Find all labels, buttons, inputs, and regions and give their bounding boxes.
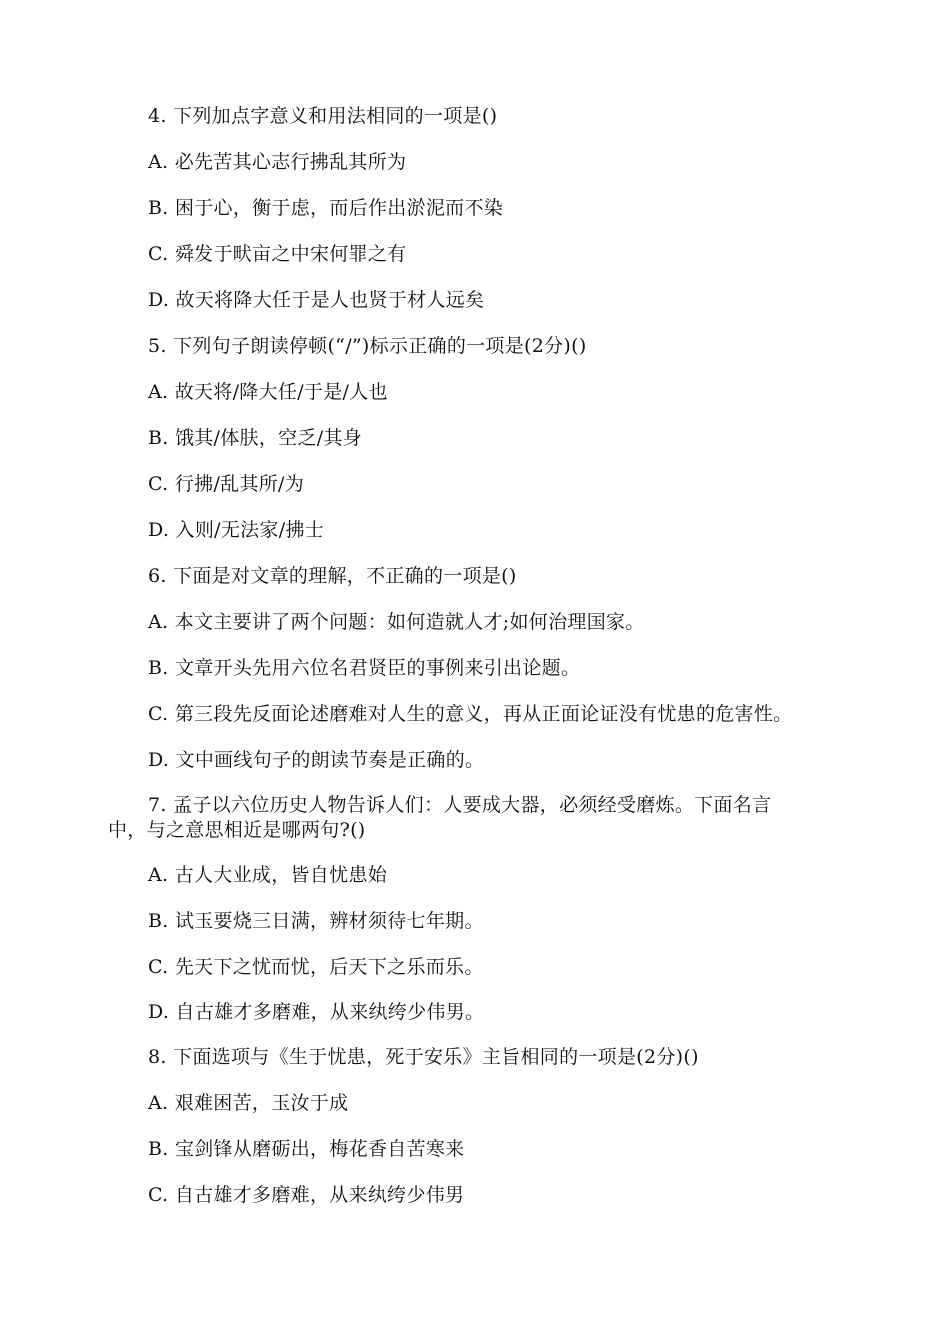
q6-option-d: D. 文中画线句子的朗读节奏是正确的。 <box>148 749 485 771</box>
q5-option-b: B. 饿其/体肤，空乏/其身 <box>148 427 363 449</box>
q7-option-c: C. 先天下之忧而忧，后天下之乐而乐。 <box>148 956 484 978</box>
q6-option-a: A. 本文主要讲了两个问题：如何造就人才;如何治理国家。 <box>148 611 645 633</box>
q5-option-d: D. 入则/无法家/拂士 <box>148 519 325 541</box>
q7-option-a: A. 古人大业成，皆自忧患始 <box>148 864 388 886</box>
q6-stem: 6. 下面是对文章的理解，不正确的一项是() <box>148 565 517 587</box>
q4-option-d: D. 故天将降大任于是人也贤于材人远矣 <box>148 289 485 311</box>
q4-option-b: B. 困于心，衡于虑，而后作出淤泥而不染 <box>148 197 504 219</box>
q5-stem: 5. 下列句子朗读停顿(“/”)标示正确的一项是(2分)() <box>148 335 587 357</box>
q7-stem-line2: 中，与之意思相近是哪两句?() <box>108 819 366 841</box>
q7-option-b: B. 试玉要烧三日满，辨材须待七年期。 <box>148 910 484 932</box>
q4-option-c: C. 舜发于畎亩之中宋何罪之有 <box>148 243 407 265</box>
q4-stem: 4. 下列加点字意义和用法相同的一项是() <box>148 105 498 127</box>
q4-option-a: A. 必先苦其心志行拂乱其所为 <box>148 151 407 173</box>
q7-option-d: D. 自古雄才多磨难，从来纨绔少伟男。 <box>148 1001 485 1023</box>
q7-stem-line1: 7. 孟子以六位历史人物告诉人们：人要成大器，必须经受磨炼。下面名言 <box>148 794 772 816</box>
q5-option-c: C. 行拂/乱其所/为 <box>148 473 305 495</box>
q6-option-c: C. 第三段先反面论述磨难对人生的意义，再从正面论证没有忧患的危害性。 <box>148 703 793 725</box>
q8-option-b: B. 宝剑锋从磨砺出，梅花香自苦寒来 <box>148 1138 465 1160</box>
q8-stem: 8. 下面选项与《生于忧患，死于安乐》主旨相同的一项是(2分)() <box>148 1046 699 1068</box>
q6-option-b: B. 文章开头先用六位名君贤臣的事例来引出论题。 <box>148 657 581 679</box>
q5-option-a: A. 故天将/降大任/于是/人也 <box>148 381 388 403</box>
q8-option-c: C. 自古雄才多磨难，从来纨绔少伟男 <box>148 1184 465 1206</box>
q8-option-a: A. 艰难困苦，玉汝于成 <box>148 1092 349 1114</box>
